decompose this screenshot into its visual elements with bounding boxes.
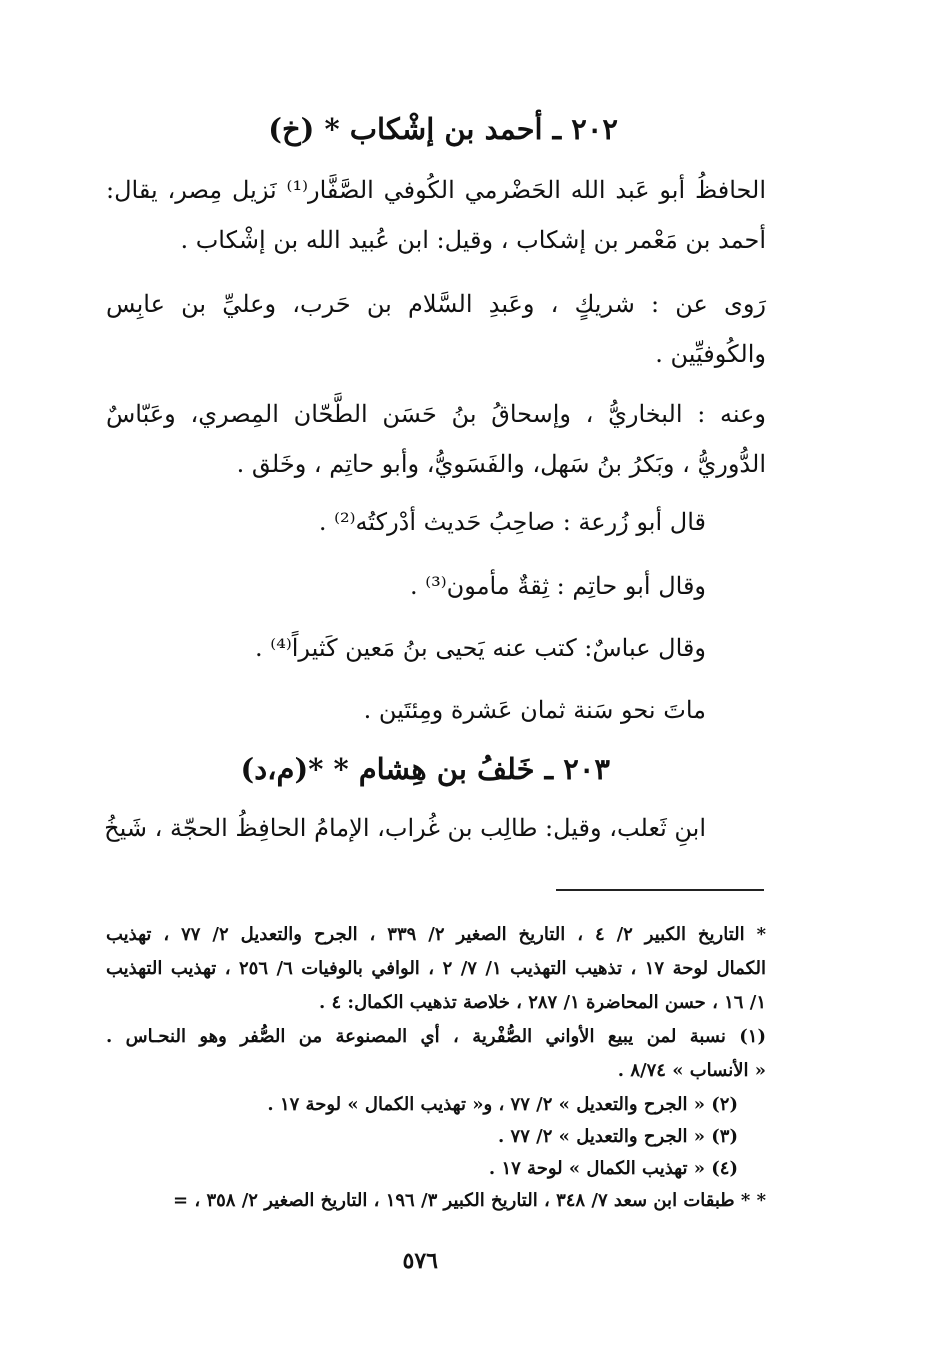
entry-202-text-line-1: الحافظُ أبو عَبد الله الحَضْرمي الكُوفي الصَّفَّار⁽¹⁾ نَزيل مِصر، يقال:: [106, 176, 766, 204]
entry-202-narrators-line-2: والكُوفيِّين .: [655, 340, 766, 368]
footnote-4: (٤) « تهذيب الكمال » لوحة ١٧ .: [488, 1158, 738, 1179]
entry-203-text-line-1: ابنِ ثَعلب، وقيل: طالِب بن غُراب، الإمامُ الحافِظُ الحجّة ، شَيخُ: [104, 814, 706, 842]
entry-heading-202: ٢٠٢ ـ أحمد بن إشْكاب * (خ): [268, 112, 618, 146]
footnote-1-line-2: « الأنساب » ٨/٧٤ .: [617, 1060, 766, 1081]
footnote-3: (٣) « الجرح والتعديل » ٢/ ٧٧ .: [498, 1126, 738, 1147]
footnote-sources-203: * * طبقات ابن سعد ٧/ ٣٤٨ ، التاريخ الكبير ٣/ ١٩٦ ، التاريخ الصغير ٢/ ٣٥٨ ، =: [173, 1190, 766, 1211]
footnote-sources-line-1: * التاريخ الكبير ٢/ ٤ ، التاريخ الصغير ٢/ ٣٣٩ ، الجرح والتعديل ٢/ ٧٧ ، تهذيب: [106, 924, 766, 945]
entry-202-text-line-2: أحمد بن مَعْمر بن إشكاب ، وقيل: ابن عُبيد الله بن إشْكاب .: [180, 226, 766, 254]
footnote-sources-line-3: ١/ ١٦ ، حسن المحاضرة ١/ ٢٨٧ ، خلاصة تذهيب الكمال: ٤ .: [318, 992, 766, 1013]
page-number: ٥٧٦: [402, 1248, 438, 1274]
entry-heading-203: ٢٠٣ ـ خَلفُ بن هِشام * *(م،د): [240, 752, 610, 786]
quote-abbas: وقال عباسٌ: كتب عنه يَحيى بنُ مَعين كَثيراً⁽⁴⁾ .: [255, 634, 706, 662]
entry-202-narrators-line-1: رَوى عن : شريكٍ ، وعَبدِ السَّلام بن حَرب، وعليِّ بن عابِس: [106, 290, 766, 318]
footnote-sources-line-2: الكمال لوحة ١٧ ، تذهيب التهذيب ١/ ٧/ ٢ ، الوافي بالوفيات ٦/ ٢٥٦ ، تهذيب التهذيب: [106, 958, 766, 979]
footnote-separator: [556, 889, 764, 891]
entry-202-students-line-1: وعنه : البخاريُّ ، وإسحاقُ بنُ حَسَن الطَّحّان المِصري، وعَبّاسٌ: [106, 400, 766, 428]
death-note: ماتَ نحو سَنة ثمان عَشرة ومِئتَين .: [363, 696, 706, 724]
quote-abu-zura: قال أبو زُرعة : صاحِبُ حَديث أدْركتُه⁽²⁾ .: [318, 508, 706, 536]
footnote-2: (٢) « الجرح والتعديل » ٢/ ٧٧ ، و« تهذيب الكمال » لوحة ١٧ .: [267, 1094, 738, 1115]
footnote-1-line-1: (١) نسبة لمن يبيع الأواني الصُّفْرية ، أي المصنوعة من الصُّفر وهو النحـاس .: [106, 1026, 766, 1047]
quote-abu-hatim: وقال أبو حاتِم : ثِقةٌ مأمون⁽³⁾ .: [410, 572, 706, 600]
entry-202-students-line-2: الدُّوريُّ ، وبَكرُ بنُ سَهل، والفَسَويُّ، وأبو حاتِم ، وخَلق .: [236, 450, 766, 478]
